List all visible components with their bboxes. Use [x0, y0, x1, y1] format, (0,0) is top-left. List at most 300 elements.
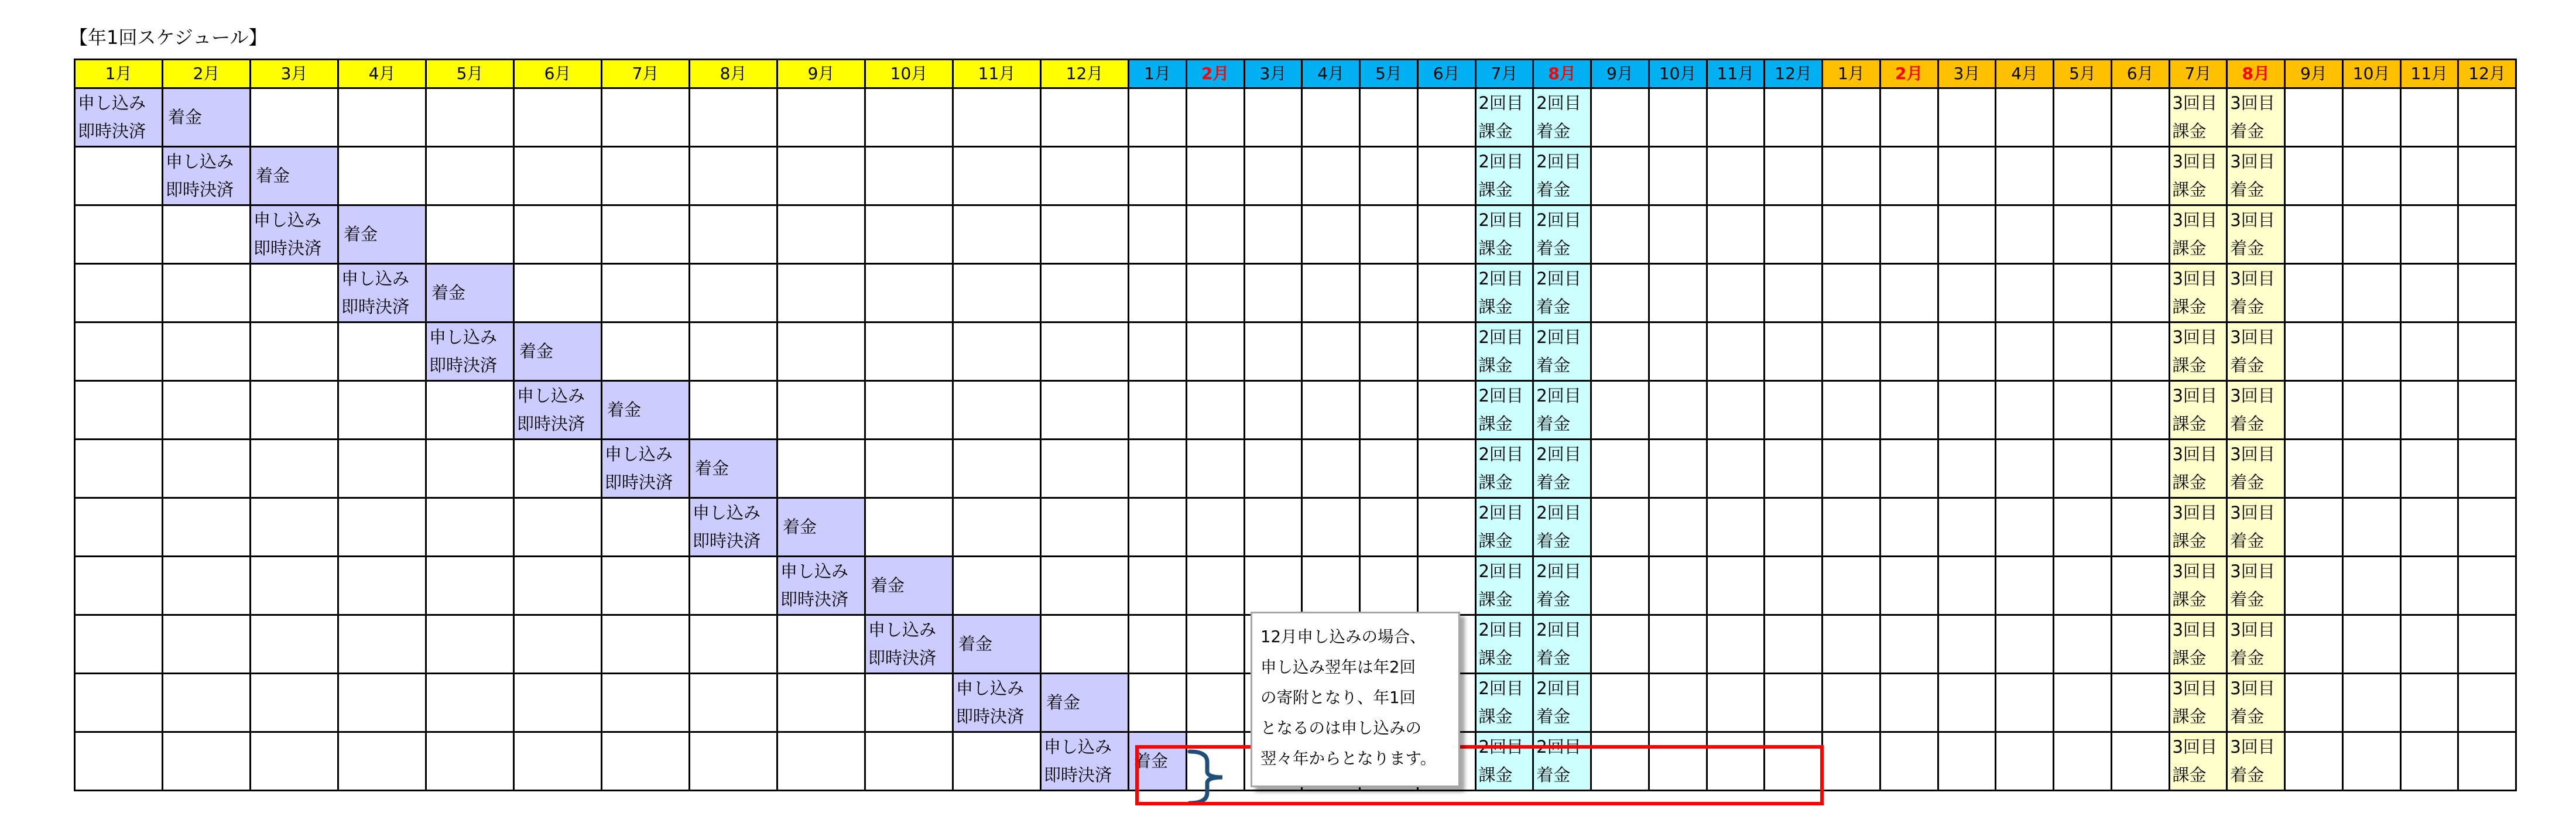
table-cell — [2342, 147, 2400, 205]
table-cell — [1417, 264, 1475, 323]
table-cell — [2054, 205, 2112, 264]
second-charge-cell — [1475, 615, 1533, 674]
month-header-year1-3: 3月 — [251, 60, 338, 88]
table-cell — [426, 557, 514, 615]
table-cell — [2054, 732, 2112, 791]
schedule-row — [75, 205, 2516, 264]
table-cell — [514, 147, 602, 205]
table-cell — [251, 323, 338, 381]
schedule-row — [75, 264, 2516, 323]
table-cell — [514, 205, 602, 264]
table-cell — [1880, 147, 1938, 205]
table-cell — [1244, 498, 1302, 557]
cell-line: 着金 — [1536, 238, 1571, 258]
table-cell — [1996, 615, 2054, 674]
cell-line: 着金 — [519, 341, 554, 361]
table-cell — [2285, 381, 2343, 440]
schedule-row — [75, 147, 2516, 205]
table-cell — [690, 732, 777, 791]
table-cell — [2400, 615, 2458, 674]
cell-line: 3回目 — [2172, 210, 2217, 230]
table-cell — [426, 440, 514, 498]
table-cell — [2458, 147, 2516, 205]
month-header-year1-2: 2月 — [163, 60, 251, 88]
table-cell — [1129, 674, 1187, 732]
table-cell — [1938, 264, 1996, 323]
table-cell — [1880, 615, 1938, 674]
cell-line: 申し込み — [605, 444, 673, 464]
month-header-year1-4: 4月 — [338, 60, 426, 88]
table-cell — [2342, 557, 2400, 615]
schedule-row — [75, 498, 2516, 557]
second-receive-cell — [1533, 557, 1591, 615]
table-cell — [953, 147, 1041, 205]
table-cell — [1880, 381, 1938, 440]
table-cell — [1880, 557, 1938, 615]
table-cell — [338, 615, 426, 674]
table-cell — [1041, 205, 1129, 264]
table-cell — [1591, 147, 1649, 205]
table-cell — [2111, 147, 2169, 205]
table-cell — [163, 381, 251, 440]
table-cell — [1880, 264, 1938, 323]
table-cell — [953, 498, 1041, 557]
second-receive-cell — [1533, 440, 1591, 498]
table-cell — [1302, 498, 1360, 557]
table-cell — [865, 381, 953, 440]
table-cell — [1649, 440, 1707, 498]
table-cell — [2458, 557, 2516, 615]
table-cell — [602, 615, 690, 674]
month-header-year1-10: 10月 — [865, 60, 953, 88]
cell-line: 即時決済 — [1044, 765, 1112, 785]
cell-line: 課金 — [1478, 297, 1513, 317]
third-receive-cell — [2227, 381, 2285, 440]
table-cell — [1649, 615, 1707, 674]
table-cell — [865, 264, 953, 323]
table-cell — [2342, 440, 2400, 498]
second-receive-cell — [1533, 323, 1591, 381]
table-cell — [2054, 88, 2112, 147]
third-charge-cell — [2169, 381, 2227, 440]
month-header-year3-10: 10月 — [2342, 60, 2400, 88]
apply-cell — [251, 205, 338, 264]
table-cell — [2400, 264, 2458, 323]
cell-line: 即時決済 — [254, 238, 322, 258]
cell-line: 2回目 — [1478, 620, 1523, 640]
cell-line: 着金 — [256, 166, 290, 186]
table-cell — [1823, 498, 1880, 557]
table-cell — [75, 674, 163, 732]
table-cell — [1360, 381, 1418, 440]
cell-line: 課金 — [1478, 531, 1513, 551]
table-cell — [426, 147, 514, 205]
receive-cell — [251, 147, 338, 205]
cell-line: 即時決済 — [78, 121, 146, 141]
table-cell — [1765, 264, 1823, 323]
cell-line: 着金 — [2230, 414, 2265, 434]
table-cell — [690, 615, 777, 674]
table-cell — [2342, 615, 2400, 674]
cell-line: 2回目 — [1478, 386, 1523, 406]
table-cell — [163, 205, 251, 264]
second-receive-cell — [1533, 88, 1591, 147]
table-cell — [2458, 88, 2516, 147]
cell-line: 申し込み — [166, 152, 234, 171]
cell-line: 即時決済 — [780, 589, 849, 609]
receive-cell — [953, 615, 1041, 674]
table-cell — [1417, 147, 1475, 205]
cell-line: 即時決済 — [693, 531, 761, 551]
cell-line: 課金 — [1478, 589, 1513, 609]
month-header-year1-12: 12月 — [1041, 60, 1129, 88]
table-cell — [2054, 674, 2112, 732]
cell-line: 課金 — [1478, 765, 1513, 785]
table-cell — [1041, 323, 1129, 381]
table-cell — [1938, 440, 1996, 498]
receive-cell — [690, 440, 777, 498]
table-cell — [2054, 557, 2112, 615]
cell-line: 課金 — [2172, 765, 2207, 785]
apply-cell — [163, 147, 251, 205]
table-cell — [1186, 205, 1244, 264]
table-cell — [953, 440, 1041, 498]
cell-line: 着金 — [871, 575, 905, 595]
cell-line: 着金 — [1536, 414, 1571, 434]
table-cell — [1186, 381, 1244, 440]
table-cell — [1129, 88, 1187, 147]
table-cell — [2285, 615, 2343, 674]
table-cell — [1360, 264, 1418, 323]
table-cell — [777, 88, 865, 147]
table-cell — [2458, 323, 2516, 381]
table-cell — [338, 323, 426, 381]
cell-line: 申し込み — [868, 620, 937, 640]
table-cell — [2400, 147, 2458, 205]
table-cell — [1765, 674, 1823, 732]
cell-line: 2回目 — [1478, 561, 1523, 581]
table-cell — [514, 440, 602, 498]
cell-line: 着金 — [2230, 648, 2265, 668]
second-charge-cell — [1475, 732, 1533, 791]
apply-cell — [338, 264, 426, 323]
table-cell — [602, 88, 690, 147]
cell-line: 2回目 — [1478, 444, 1523, 464]
table-cell — [2054, 498, 2112, 557]
table-cell — [690, 323, 777, 381]
table-cell — [1707, 557, 1765, 615]
cell-line: 2回目 — [1536, 93, 1581, 113]
table-cell — [1244, 381, 1302, 440]
cell-line: 3回目 — [2172, 327, 2217, 347]
table-cell — [2285, 88, 2343, 147]
table-cell — [514, 498, 602, 557]
month-header-year1-6: 6月 — [514, 60, 602, 88]
table-cell — [777, 440, 865, 498]
table-cell — [2342, 205, 2400, 264]
table-cell — [1302, 323, 1360, 381]
month-header-year3-7: 7月 — [2169, 60, 2227, 88]
month-header-year2-3: 3月 — [1244, 60, 1302, 88]
cell-line: 課金 — [2172, 472, 2207, 492]
cell-line: 着金 — [2230, 589, 2265, 609]
cell-line: 申し込み — [78, 93, 146, 113]
table-cell — [865, 498, 953, 557]
table-cell — [251, 557, 338, 615]
table-cell — [777, 674, 865, 732]
cell-line: 3回目 — [2230, 386, 2275, 406]
cell-line: 課金 — [1478, 472, 1513, 492]
cell-line: 即時決済 — [868, 648, 937, 668]
table-cell — [163, 498, 251, 557]
cell-line: 課金 — [2172, 297, 2207, 317]
cell-line: 3回目 — [2230, 269, 2275, 289]
cell-line: 2回目 — [1536, 269, 1581, 289]
table-cell — [1823, 381, 1880, 440]
table-cell — [338, 440, 426, 498]
cell-line: 課金 — [1478, 180, 1513, 200]
table-cell — [1996, 147, 2054, 205]
table-cell — [777, 615, 865, 674]
table-cell — [163, 615, 251, 674]
third-charge-cell — [2169, 88, 2227, 147]
cell-line: 課金 — [1478, 706, 1513, 726]
table-cell — [2342, 88, 2400, 147]
second-charge-cell — [1475, 440, 1533, 498]
table-cell — [1129, 615, 1187, 674]
cell-line: 3回目 — [2172, 269, 2217, 289]
table-cell — [1302, 205, 1360, 264]
table-cell — [1938, 732, 1996, 791]
table-cell — [1591, 323, 1649, 381]
month-header-year1-5: 5月 — [426, 60, 514, 88]
cell-line: 課金 — [1478, 414, 1513, 434]
table-cell — [2054, 440, 2112, 498]
table-cell — [1591, 615, 1649, 674]
second-charge-cell — [1475, 674, 1533, 732]
cell-line: 3回目 — [2172, 386, 2217, 406]
cell-line: 3回目 — [2230, 678, 2275, 698]
table-cell — [2342, 264, 2400, 323]
table-cell — [1360, 323, 1418, 381]
table-cell — [953, 732, 1041, 791]
cell-line: 着金 — [2230, 706, 2265, 726]
second-receive-cell — [1533, 205, 1591, 264]
table-cell — [690, 557, 777, 615]
table-cell — [2111, 557, 2169, 615]
table-cell — [2400, 205, 2458, 264]
cell-line: 着金 — [1536, 355, 1571, 375]
table-cell — [1649, 498, 1707, 557]
table-cell — [1186, 674, 1244, 732]
month-header-year2-7: 7月 — [1475, 60, 1533, 88]
table-cell — [1041, 264, 1129, 323]
table-cell — [1186, 323, 1244, 381]
table-cell — [2285, 732, 2343, 791]
table-cell — [2342, 498, 2400, 557]
table-cell — [1707, 674, 1765, 732]
table-cell — [163, 674, 251, 732]
table-cell — [1417, 440, 1475, 498]
table-cell — [1244, 264, 1302, 323]
third-receive-cell — [2227, 88, 2285, 147]
cell-line: 即時決済 — [166, 180, 234, 200]
table-cell — [338, 381, 426, 440]
table-cell — [1591, 381, 1649, 440]
second-receive-cell — [1533, 147, 1591, 205]
apply-cell — [75, 88, 163, 147]
table-cell — [1823, 615, 1880, 674]
cell-line: 課金 — [1478, 355, 1513, 375]
table-cell — [1938, 88, 1996, 147]
table-cell — [1244, 557, 1302, 615]
table-cell — [338, 674, 426, 732]
table-cell — [1996, 732, 2054, 791]
apply-cell — [514, 381, 602, 440]
table-cell — [2458, 440, 2516, 498]
table-cell — [1649, 732, 1707, 791]
month-header-year3-12: 12月 — [2458, 60, 2516, 88]
table-cell — [1938, 381, 1996, 440]
cell-line: 2回目 — [1478, 152, 1523, 171]
table-cell — [865, 732, 953, 791]
table-cell — [75, 264, 163, 323]
table-cell — [690, 205, 777, 264]
table-cell — [1938, 557, 1996, 615]
cell-line: 2回目 — [1478, 503, 1523, 523]
third-receive-cell — [2227, 205, 2285, 264]
table-cell — [602, 264, 690, 323]
table-cell — [1591, 732, 1649, 791]
table-cell — [1302, 440, 1360, 498]
table-cell — [602, 323, 690, 381]
apply-cell — [426, 323, 514, 381]
cell-line: 3回目 — [2230, 620, 2275, 640]
cell-line: 2回目 — [1536, 152, 1581, 171]
cell-line: 3回目 — [2172, 152, 2217, 171]
month-header-year3-5: 5月 — [2054, 60, 2112, 88]
table-cell — [1765, 323, 1823, 381]
table-cell — [2111, 381, 2169, 440]
table-cell — [865, 674, 953, 732]
table-cell — [1186, 557, 1244, 615]
cell-line: 着金 — [958, 634, 993, 654]
table-cell — [1707, 205, 1765, 264]
table-cell — [1302, 557, 1360, 615]
month-header-year3-1: 1月 — [1823, 60, 1880, 88]
table-cell — [1129, 264, 1187, 323]
table-cell — [602, 732, 690, 791]
table-cell — [75, 615, 163, 674]
second-charge-cell — [1475, 205, 1533, 264]
cell-line: 課金 — [2172, 238, 2207, 258]
table-cell — [1129, 381, 1187, 440]
table-cell — [1302, 264, 1360, 323]
cell-line: 課金 — [2172, 355, 2207, 375]
receive-cell — [1041, 674, 1129, 732]
table-cell — [1765, 498, 1823, 557]
cell-line: 申し込み — [517, 386, 585, 406]
table-cell — [426, 381, 514, 440]
table-cell — [1244, 440, 1302, 498]
schedule-row — [75, 88, 2516, 147]
receive-cell — [1129, 732, 1187, 791]
table-cell — [1360, 440, 1418, 498]
apply-cell — [602, 440, 690, 498]
cell-line: 即時決済 — [341, 297, 410, 317]
cell-line: 課金 — [2172, 180, 2207, 200]
cell-line: 3回目 — [2230, 210, 2275, 230]
third-receive-cell — [2227, 557, 2285, 615]
table-cell — [1707, 88, 1765, 147]
table-cell — [1041, 88, 1129, 147]
second-charge-cell — [1475, 557, 1533, 615]
table-cell — [1649, 557, 1707, 615]
cell-line: 着金 — [1536, 531, 1571, 551]
receive-cell — [514, 323, 602, 381]
table-cell — [2400, 674, 2458, 732]
table-cell — [1938, 205, 1996, 264]
third-receive-cell — [2227, 732, 2285, 791]
table-cell — [777, 732, 865, 791]
table-cell — [251, 732, 338, 791]
third-receive-cell — [2227, 674, 2285, 732]
table-cell — [1996, 264, 2054, 323]
third-charge-cell — [2169, 674, 2227, 732]
table-cell — [1041, 498, 1129, 557]
cell-line: 課金 — [1478, 238, 1513, 258]
table-cell — [2111, 440, 2169, 498]
table-cell — [251, 440, 338, 498]
table-cell — [251, 615, 338, 674]
table-cell — [251, 264, 338, 323]
table-cell — [1765, 557, 1823, 615]
month-header-year3-11: 11月 — [2400, 60, 2458, 88]
table-cell — [2400, 88, 2458, 147]
table-cell — [602, 205, 690, 264]
table-cell — [1244, 323, 1302, 381]
table-cell — [777, 323, 865, 381]
sheet-title: 【年1回スケジュール】 — [69, 26, 268, 49]
month-header-row — [75, 60, 2516, 88]
table-cell — [865, 88, 953, 147]
cell-line: 着金 — [2230, 765, 2265, 785]
table-cell — [1823, 674, 1880, 732]
table-cell — [1186, 615, 1244, 674]
cell-line: 3回目 — [2172, 444, 2217, 464]
table-cell — [1823, 732, 1880, 791]
cell-line: 2回目 — [1478, 93, 1523, 113]
table-cell — [777, 381, 865, 440]
cell-line: 3回目 — [2230, 152, 2275, 171]
callout-note: 12月申し込みの場合、 申し込み翌年は年2回 の寄附となり、年1回 となるのは申し込みの 翌々年からとなります。 — [1251, 612, 1460, 787]
table-cell — [1880, 674, 1938, 732]
table-cell — [2400, 557, 2458, 615]
table-cell — [1041, 381, 1129, 440]
receive-cell — [777, 498, 865, 557]
table-cell — [1417, 557, 1475, 615]
table-cell — [1591, 88, 1649, 147]
third-receive-cell — [2227, 615, 2285, 674]
cell-line: 即時決済 — [605, 472, 673, 492]
cell-line: 2回目 — [1536, 561, 1581, 581]
table-cell — [1041, 440, 1129, 498]
third-charge-cell — [2169, 557, 2227, 615]
table-cell — [163, 264, 251, 323]
third-receive-cell — [2227, 264, 2285, 323]
table-cell — [1649, 674, 1707, 732]
cell-line: 着金 — [1046, 692, 1081, 712]
